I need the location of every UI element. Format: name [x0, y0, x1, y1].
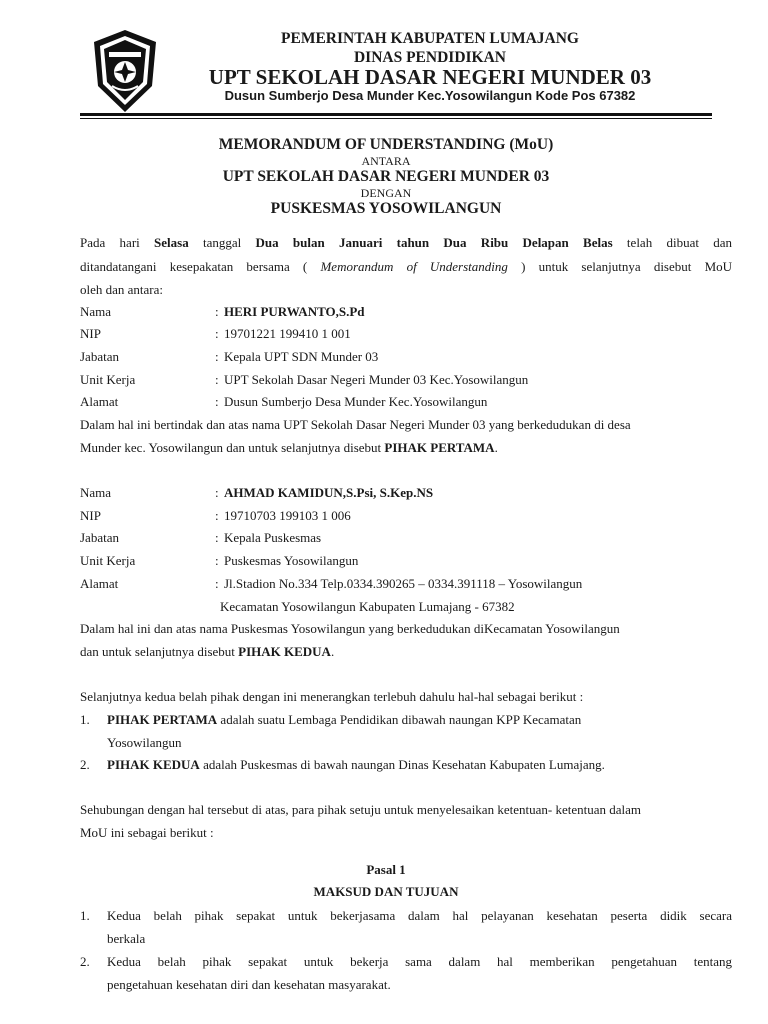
party2-position: Kepala Puskesmas: [224, 530, 322, 545]
title-between: ANTARA: [361, 154, 411, 168]
pihak-pertama-label: PIHAK PERTAMA: [384, 440, 495, 455]
party1-name: HERI PURWANTO,S.Pd: [224, 304, 365, 319]
intro-line-2: ditandatangani kesepakatan bersama ( Memorandum of Understanding ) untuk selanjutnya disebut MoU: [80, 259, 733, 274]
list-number: 1.: [80, 712, 90, 727]
party2-nip: 19710703 199103 1 006: [224, 508, 351, 523]
list-number: 1.: [80, 908, 90, 923]
intro-line-1: Pada hari Selasa tanggal Dua bulan Januari tahun Dua Ribu Delapan Belas telah dibuat dan: [80, 235, 733, 250]
letterhead-address: Dusun Sumberjo Desa Munder Kec.Yosowilangun Kode Pos 67382: [224, 88, 636, 103]
article-item-2-line-2: pengetahuan kesehatan diri dan kesehatan masyarakat.: [107, 977, 391, 992]
article-subheading: MAKSUD DAN TUJUAN: [313, 884, 459, 899]
party2-statement-line-1: Dalam hal ini dan atas nama Puskesmas Yosowilangun yang berkedudukan diKecamatan Yosowilangun: [80, 621, 620, 636]
title-party-one: UPT SEKOLAH DASAR NEGERI MUNDER 03: [222, 168, 550, 185]
party2-unit: Puskesmas Yosowilangun: [224, 553, 359, 568]
regency-crest-icon: [92, 28, 158, 112]
party1-unit: UPT Sekolah Dasar Negeri Munder 03 Kec.Yosowilangun: [224, 372, 529, 387]
article-item-1-line-2: berkala: [107, 931, 146, 946]
intro-date: Dua bulan Januari tahun Dua Ribu Delapan Belas: [255, 235, 613, 250]
party2-address: Jl.Stadion No.334 Telp.0334.390265 – 0334.391118 – Yosowilangun: [224, 576, 583, 591]
letterhead-divider-thin: [80, 118, 712, 119]
article-heading: Pasal 1: [366, 862, 406, 877]
agreement-line-2: MoU ini sebagai berikut :: [80, 825, 214, 840]
letterhead-office: DINAS PENDIDIKAN: [353, 49, 506, 66]
party1-statement-line-2: Munder kec. Yosowilangun dan untuk selanjutnya disebut PIHAK PERTAMA.: [80, 440, 498, 455]
party1-statement-line-1: Dalam hal ini bertindak dan atas nama UPT Sekolah Dasar Negeri Munder 03 yang berkedudukan di desa: [80, 417, 631, 432]
intro-day: Selasa: [154, 235, 189, 250]
agreement-line-1: Sehubungan dengan hal tersebut di atas, para pihak setuju untuk menyelesaikan ketentuan- ketentuan dalam: [80, 802, 641, 817]
explanation-lead: Selanjutnya kedua belah pihak dengan ini menerangkan terlebuh dahulu hal-hal sebagai berikut :: [80, 689, 584, 704]
intro-line-3: oleh dan antara:: [80, 282, 164, 297]
article-item-1-line-1: Kedua belah pihak sepakat untuk bekerjasama dalam hal pelayanan kesehatan peserta didik secara: [107, 908, 732, 923]
article-item-2-line-1: Kedua belah pihak sepakat untuk bekerja sama dalam hal memberikan pengetahuan tentang: [107, 954, 732, 969]
party1-position: Kepala UPT SDN Munder 03: [224, 349, 379, 364]
letterhead-school-name: UPT SEKOLAH DASAR NEGERI MUNDER 03: [208, 65, 652, 89]
explanation-item-1: PIHAK PERTAMA adalah suatu Lembaga Pendidikan dibawah naungan KPP Kecamatan: [107, 712, 582, 727]
letterhead-divider-thick: [80, 113, 712, 116]
title-party-two: PUSKESMAS YOSOWILANGUN: [270, 200, 502, 217]
mou-document-page: PEMERINTAH KABUPATEN LUMAJANG DINAS PENDIDIKAN UPT SEKOLAH DASAR NEGERI MUNDER 03 Dusun Sumberjo Desa Munder Kec.Yosowilangun Kode Pos 67382 MEMORANDUM OF UNDERSTANDING (MoU) ANTARA UPT SEKOLAH DASAR NEGERI MUNDER 03 DENGAN PUSKESMAS YOSOWILANGUN Pada hari Selasa tanggal Dua bulan Januari tahun Dua Ribu Delapan Belas telah dibuat dan ditandatangani kesepakatan bersama ( Memorandum of Understanding ) untuk selanjutnya disebut MoU oleh dan antara: Nama : HERI PURWANTO,S.Pd NIP : 19701221 199410 1 001 Jabatan : Kepala UPT SDN Munder 03 Unit Kerja : UPT Sekolah Dasar Negeri Munder 03 Kec.Yosowilangun Alamat : Dusun Sumberjo Desa Munder Kec.Yosowilangun Dalam hal ini bertindak dan atas nama UPT Sekolah Dasar Negeri Munder 03 yang berkedudukan di desa Munder kec. Yosowilangun dan untuk selanjutnya disebut PIHAK PERTAMA. Nama : AHMAD KAMIDUN,S.Psi, S.Kep.NS NIP : 19710703 199103 1 006 Jabatan : Kepala Puskesmas Unit Kerja : Puskesmas Yosowilangun Alamat : Jl.Stadion No.334 Telp.0334.390265 – 0334.391118 – Yosowilangun Kecamatan Yosowilangun Kabupaten Lumajang - 67382 Dalam hal ini dan atas nama Puskesmas Yosowilangun yang berkedudukan diKecamatan Yosowilangun dan untuk selanjutnya disebut PIHAK KEDUA. Selanjutnya kedua belah pihak dengan ini menerangkan terlebuh dahulu hal-hal sebagai berikut : 1. PIHAK PERTAMA adalah suatu Lembaga Pendidikan dibawah naungan KPP Kecamatan Yosowilangun 2. PIHAK KEDUA adalah Puskesmas di bawah naungan Dinas Kesehatan Kabupaten Lumajang. Sehubungan dengan hal tersebut di atas, para pihak setuju untuk menyelesaikan ketentuan- ketentuan dalam MoU ini sebagai berikut : Pasal 1 MAKSUD DAN TUJUAN 1. Kedua belah pihak sepakat untuk bekerjasama dalam hal pelayanan kesehatan peserta didik secara berkala 2. Kedua belah pihak sepakat untuk bekerja sama dalam hal memberikan pengetahuan tentang pengetahuan kesehatan diri dan kesehatan masyarakat.: [80, 30, 733, 992]
explanation-item-1-continuation: Yosowilangun: [107, 735, 182, 750]
document-title: MEMORANDUM OF UNDERSTANDING (MoU): [218, 136, 554, 153]
party2-address-continuation: Kecamatan Yosowilangun Kabupaten Lumajang - 67382: [220, 599, 515, 614]
party1-address: Dusun Sumberjo Desa Munder Kec.Yosowilangun: [224, 394, 488, 409]
title-with: DENGAN: [360, 186, 412, 200]
pihak-kedua-label: PIHAK KEDUA: [238, 644, 331, 659]
explanation-item-2: PIHAK KEDUA adalah Puskesmas di bawah naungan Dinas Kesehatan Kabupaten Lumajang.: [107, 757, 605, 772]
party2-statement-line-2: dan untuk selanjutnya disebut PIHAK KEDUA.: [80, 644, 335, 659]
letterhead-government: PEMERINTAH KABUPATEN LUMAJANG: [281, 30, 579, 47]
party1-nip: 19701221 199410 1 001: [224, 326, 351, 341]
list-number: 2.: [80, 954, 90, 969]
intro-mou-term: Memorandum of Understanding: [320, 259, 508, 274]
party2-name: AHMAD KAMIDUN,S.Psi, S.Kep.NS: [224, 485, 434, 500]
list-number: 2.: [80, 757, 90, 772]
